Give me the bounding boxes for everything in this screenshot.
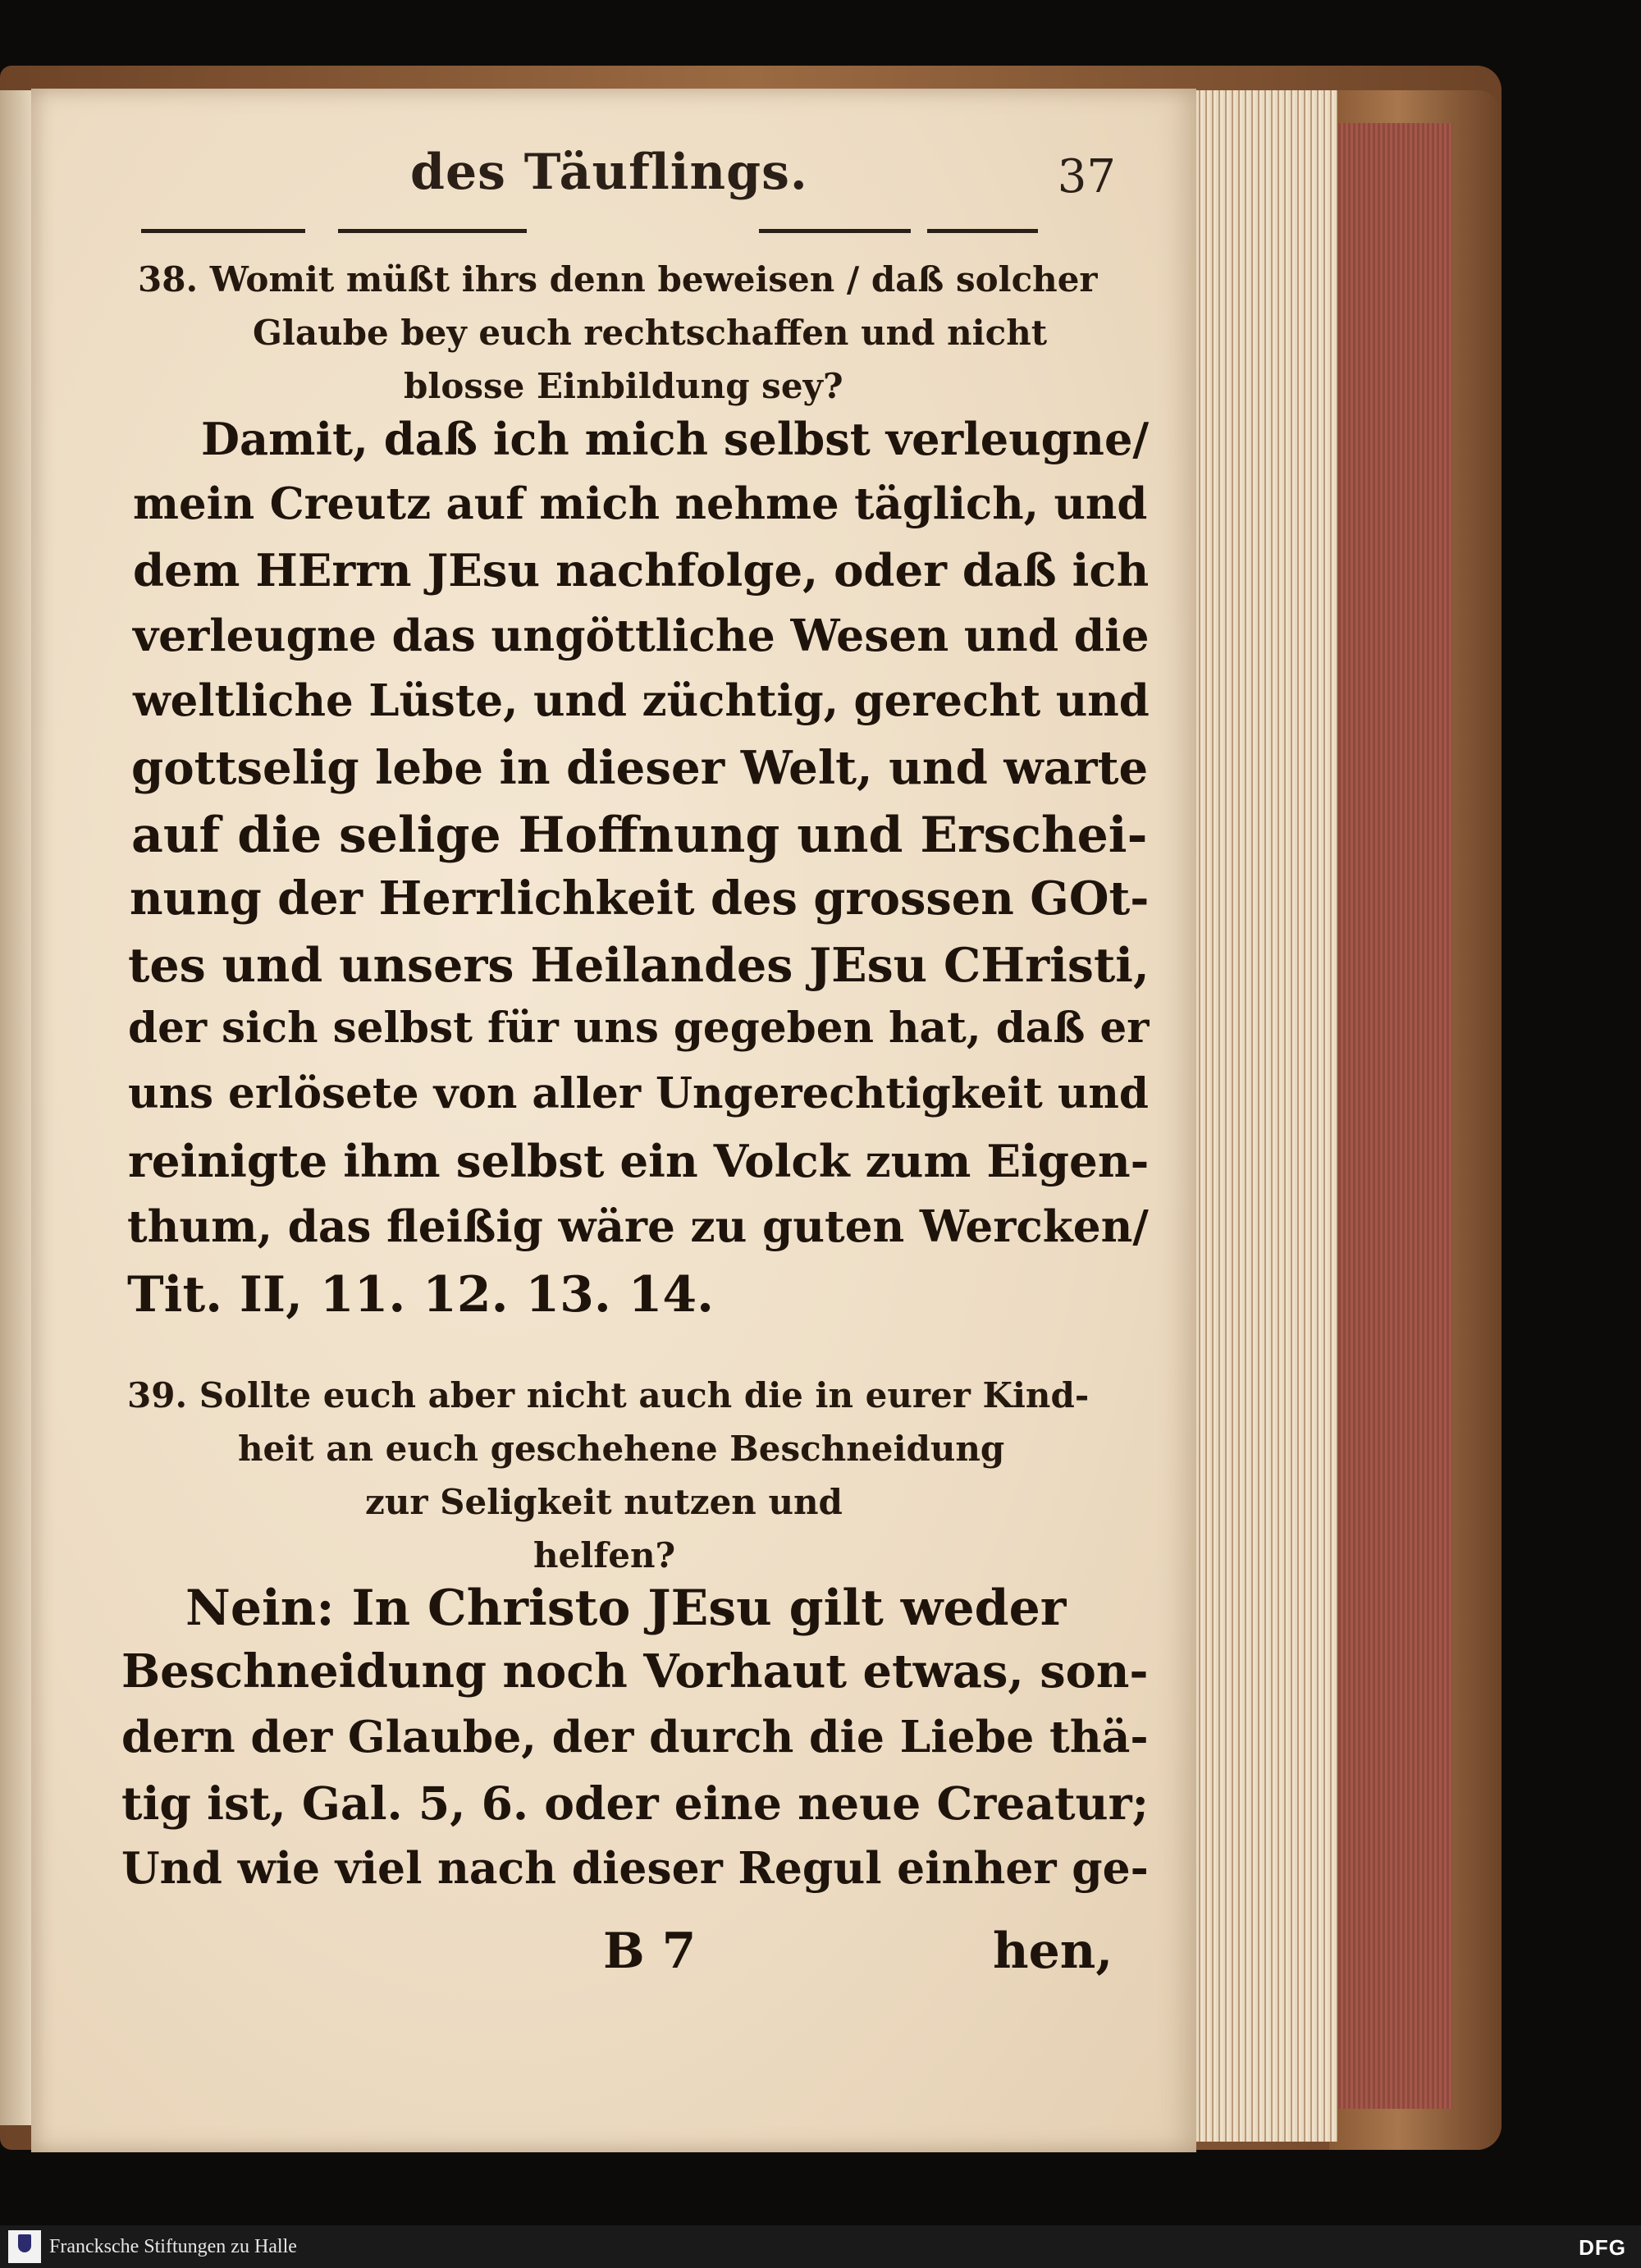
answer-line: verleugne das ungöttliche Wesen und die <box>133 610 1150 661</box>
answer-line: uns erlösete von aller Ungerechtigkeit und <box>128 1069 1149 1118</box>
catchword: hen, <box>993 1923 1113 1980</box>
answer-line: gottselig lebe in dieser Welt, und warte <box>131 741 1149 795</box>
question-line: blosse Einbildung sey? <box>404 366 843 406</box>
answer-line: weltliche Lüste, und züchtig, gerecht und <box>133 675 1150 726</box>
answer-line: Und wie viel nach dieser Regul einher ge- <box>121 1842 1149 1894</box>
header-rule <box>141 229 305 233</box>
answer-line: mein Creutz auf mich nehme täglich, und <box>133 478 1148 529</box>
answer-line: nung der Herrlichkeit des grossen GOt- <box>130 872 1150 926</box>
question-line: zur Seligkeit nutzen und <box>365 1482 843 1522</box>
answer-line: tes und unsers Heilandes JEsu CHristi, <box>128 938 1150 993</box>
red-page-edge <box>1333 123 1452 2109</box>
page-number: 37 <box>1057 150 1116 203</box>
header-rule <box>927 229 1038 233</box>
answer-line: thum, das fleißig wäre zu guten Wercken/ <box>127 1200 1149 1252</box>
answer-line: auf die selige Hoffnung und Erschei- <box>131 807 1148 864</box>
page-stack <box>1190 90 1337 2142</box>
answer-line: reinigte ihm selbst ein Volck zum Eigen- <box>128 1135 1150 1187</box>
footer-bar <box>0 2225 1641 2268</box>
question-line: 38. Womit müßt ihrs denn beweisen / daß solcher <box>138 259 1098 300</box>
answer-line: Damit, daß ich mich selbst verleugne/ <box>201 413 1150 465</box>
facing-page-edge <box>0 90 33 2125</box>
running-title: des Täuflings. <box>410 144 808 201</box>
question-line: 39. Sollte euch aber nicht auch die in eurer Kind- <box>127 1375 1090 1415</box>
foundation-logo-icon <box>8 2230 41 2263</box>
answer-line: der sich selbst für uns gegeben hat, daß er <box>128 1004 1150 1053</box>
question-line: Glaube bey euch rechtschaffen und nicht <box>253 313 1048 353</box>
scripture-reference: Tit. II, 11. 12. 13. 14. <box>127 1266 715 1324</box>
dfg-logo: DFG <box>1579 2235 1626 2260</box>
institution-name: Francksche Stiftungen zu Halle <box>49 2236 297 2257</box>
answer-line: tig ist, Gal. 5, 6. oder eine neue Creatur; <box>121 1776 1149 1830</box>
header-rule <box>759 229 911 233</box>
page-header <box>410 144 1116 201</box>
header-rule <box>338 229 527 233</box>
answer-line: Nein: In Christo JEsu gilt weder <box>185 1580 1067 1637</box>
answer-line: dem HErrn JEsu nachfolge, oder daß ich <box>133 544 1150 597</box>
answer-line: Beschneidung noch Vorhaut etwas, son- <box>121 1645 1149 1699</box>
question-line: helfen? <box>533 1535 676 1575</box>
signature-mark: B 7 <box>603 1923 697 1980</box>
answer-line: dern der Glaube, der durch die Liebe thä- <box>121 1711 1149 1763</box>
question-line: heit an euch geschehene Beschneidung <box>238 1429 1005 1469</box>
